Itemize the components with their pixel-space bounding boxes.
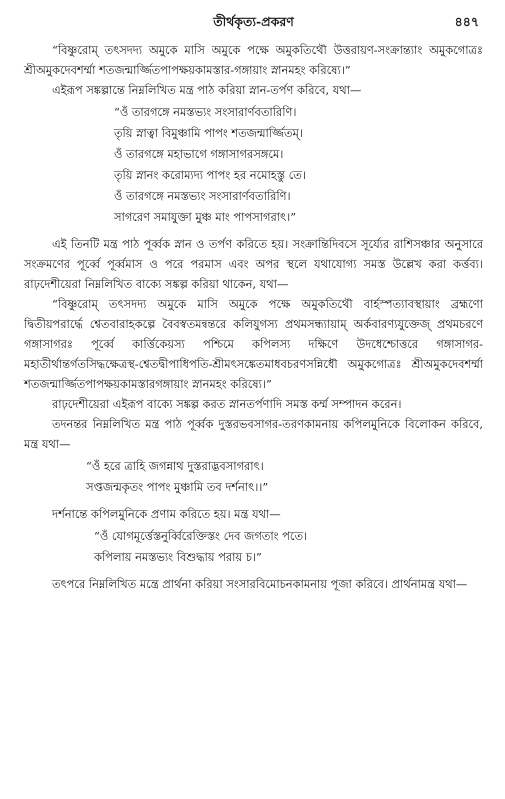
verse-hare-trahi [24,456,483,498]
verse-targanga [24,102,483,228]
verse-line: “ওঁ যোগমূর্ত্তেস্তনুর্ব্বিরেক্তিস্তং দেব জগতাং পতে। [94,529,308,543]
running-title: তীর্থকৃত্য-প্রকরণ [213,14,294,29]
paragraph-explanation: এই তিনটি মন্ত্র পাঠ পূর্ব্বক স্নান ও তর্পণ করিতে হয়। সংক্রান্তিদিবসে সূর্য্যের রাশিসঞ্চার অনুসারে সংক্রমণের পূর্ব্বে পূর্ব্বমাস ও পরে পরমাস এবং অপর স্থলে যথাযোগ্য সমস্ত উল্লেখ করা কর্ত্তব্য। রাঢ়দেশীয়েরা নিম্নলিখিত বাক্যে সঙ্কল্প করিয়া থাকেন, যথা— [24,237,483,291]
verse-line: “ওঁ হরে ত্রাহি জগন্নাথ দুস্তরাদ্ভবসাগরাৎ। [86,459,264,473]
paragraph-kapila-darshan: তদনন্তর নিম্নলিখিত মন্ত্র পাঠ পূর্ব্বক দুস্তরভবসাগর-তরণকামনায় কপিলমুনিকে বিলোকন করিবে, মন্ত্র যথা— [24,417,483,451]
paragraph-prarthana: তৎপরে নিম্নলিখিত মন্ত্রে প্রার্থনা করিয়া সংসারবিমোচনকামনায় পূজা করিবে। প্রার্থনামন্ত্র যথা— [52,577,468,591]
verse-line: “ওঁ তারগঙ্গে নমস্তভ্যং সংসারার্ণবতারিণি। [114,105,297,119]
paragraph-pranam: দর্শনান্তে কপিলমুনিকে প্রণাম করিতে হয়। মন্ত্র যথা— [52,507,281,521]
page-header [24,14,483,40]
verse-line: তৃয়ি স্নাত্বা বিমুঞ্চামি পাপং শতজন্মার্জ্জিতম্‌। [114,126,303,140]
page-number: ৪৪৭ [454,14,479,29]
paragraph-radh-practice: রাঢ়দেশীয়েরা এইরূপ বাক্যে সঙ্কল্প করত স্নানতর্পণাদি সমস্ত কর্ম্ম সম্পাদন করেন। [52,397,402,411]
verse-line: সপ্তজন্মকৃতং পাপং মুঞ্চামি তব দর্শনাৎ।।” [86,480,269,494]
verse-line: সাগরেণ সমাযুক্তা মুঞ্চ মাং পাপসাগরাৎ।” [114,210,297,224]
verse-line: ওঁ তারগঙ্গে নমস্তভ্যং সংসারার্ণবতারিণি। [114,189,291,203]
sankalpa-paragraph-2: “বিষ্ণুরোম্‌ তৎসদদ্য অমুকে মাসি অমুকে পক্ষে অমুকতিথৌ বার্হস্পত্যাবস্থায়াং ব্রহ্মণো দ্বিতীয়পরার্দ্ধে শ্বেতবারাহকল্পে বৈবস্বতমন্বন্তরে কলিযুগস্য প্রথমসন্ধ্যায়াম্‌ অর্কবারণ্যযুক্তেজ্‌ প্রথমচরণে গঙ্গাসাগরঃ পূর্ব্বে কার্ত্তিকেয়স্য পশ্চিমে কপিলস্য দক্ষিণে উদধেশ্চোত্তরে গঙ্গাসাগর-মহাতীর্থান্তর্গতসিদ্ধক্ষেত্রস্থ-শ্বেতদ্বীপাধিপতি-শ্রীমৎসঙ্কেতমাধবচরণসন্নিধৌ অমুকগোত্রঃ শ্রীঅমুকদেবশর্ম্মা শতজন্মার্জ্জিতপাপক্ষয়কামস্তারগঙ্গায়াং স্নানমহং করিষ্যে।” [24,297,483,391]
verse-line: ওঁ তারগঙ্গে মহাভাগে গঙ্গাসাগরসঙ্গমে। [114,147,284,161]
verse-line: কপিলায় নমস্তভ্যং বিশুদ্ধায় পরায় চ।” [94,550,262,564]
verse-line: তৃয়ি স্নানং করোম্যদ্য পাপং হর নমোহস্তু তে। [114,168,306,182]
sankalpa-paragraph-1: “বিষ্ণুরোম্‌ তৎসদদ্য অমুকে মাসি অমুকে পক্ষে অমুকতিথৌ উত্তরায়ণ-সংক্রান্ত্যাং অমুকগোত্রঃ শ্রীঅমুকদেবশর্ম্মা শতজন্মার্জ্জিতপাপক্ষয়কামস্তার-গঙ্গায়াং স্নানমহং করিষ্যে।” [24,43,483,77]
paragraph-mantra-intro: এইরূপ সঙ্কল্পান্তে নিম্নলিখিত মন্ত্র পাঠ করিয়া স্নান-তর্পণ করিবে, যথা— [52,83,362,97]
verse-yogamurti [24,526,483,568]
